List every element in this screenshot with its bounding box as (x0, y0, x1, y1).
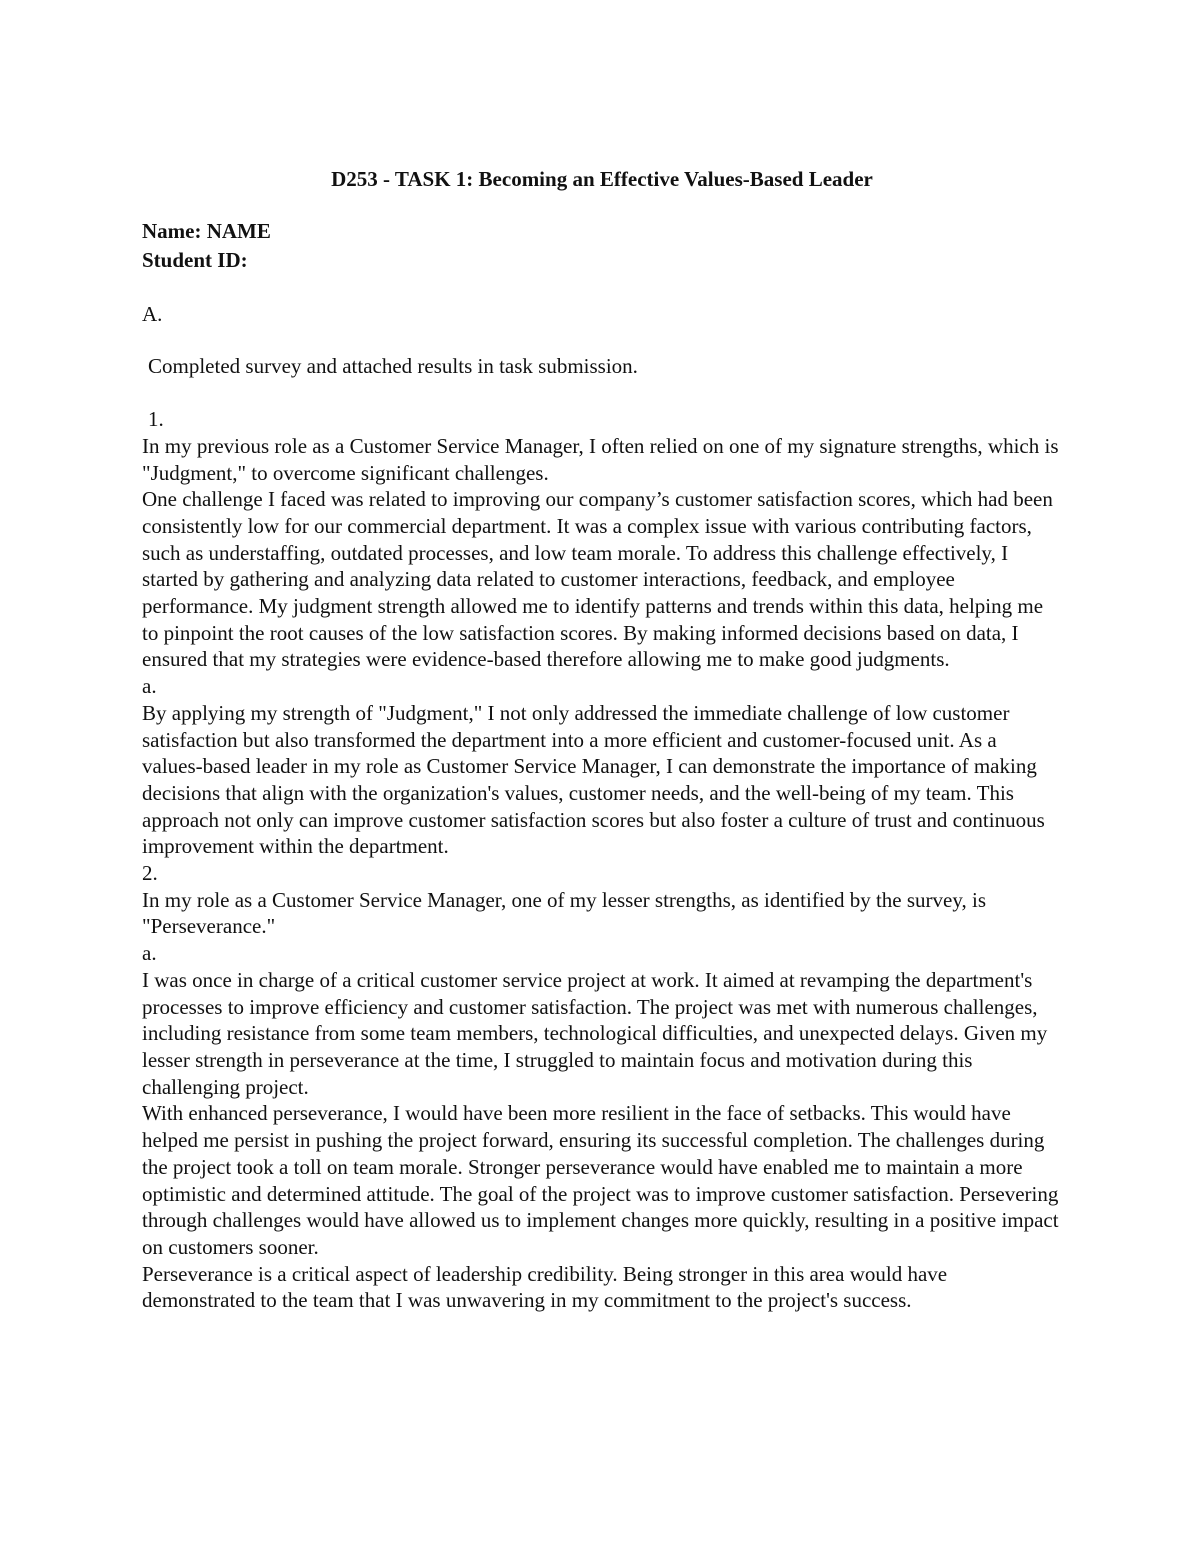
item-2a-paragraph-3: Perseverance is a critical aspect of leadership credibility. Being stronger in this area would have demonstrated to the team that I was unwavering in my commitment to the project's success. (142, 1261, 948, 1313)
section-a-label: A. (142, 301, 163, 326)
document-title: D253 - TASK 1: Becoming an Effective Values-Based Leader (331, 167, 873, 191)
item-1-paragraph-1: In my previous role as a Customer Service Manager, I often relied on one of my signature strengths, which is "Judgment," to overcome significant challenges. (142, 433, 1059, 485)
item-2a-label: a. (142, 941, 157, 966)
item-2-paragraph-1: In my role as a Customer Service Manager, one of my lesser strengths, as identified by the survey, is "Perseverance." (142, 887, 986, 939)
item-2a-paragraph-1: I was once in charge of a critical customer service project at work. It aimed at revamping the department's processes to improve efficiency and customer satisfaction. The project was met with numerous challenges, including resistance from some team members, technological difficulties, and unexpected delays. Given my lesser strength in perseverance at the time, I struggled to maintain focus and motivation during this challenging project. (142, 967, 1048, 1099)
item-1a-label: a. (142, 674, 157, 699)
item-1a-paragraph-1: By applying my strength of "Judgment," I not only addressed the immediate challenge of low customer satisfaction but also transformed the department into a more efficient and customer-focused unit. As a values-based leader in my role as Customer Service Manager, I can demonstrate the importance of making decisions that align with the organization's values, customer needs, and the well-being of my team. This approach not only can improve customer satisfaction scores but also foster a culture of trust and continuous improvement within the department. (142, 700, 1045, 859)
item-1-label: 1. (148, 407, 164, 432)
item-2-label: 2. (142, 861, 158, 886)
name-line: Name: NAME (142, 218, 271, 243)
item-2a-paragraph-2: With enhanced perseverance, I would have been more resilient in the face of setbacks. This would have helped me persist in pushing the project forward, ensuring its successful completion. The challenges during the project took a toll on team morale. Stronger perseverance would have enabled me to maintain a more optimistic and determined attitude. The goal of the project was to improve customer satisfaction. Persevering through challenges would have allowed us to implement changes more quickly, resulting in a positive impact on customers sooner. (142, 1101, 1059, 1259)
student-id-line: Student ID: (142, 247, 248, 272)
document-body (142, 166, 1062, 1314)
item-1-paragraph-2: One challenge I faced was related to improving our company’s customer satisfaction scores, which had been consistently low for our commercial department. It was a complex issue with various contributing factors, such as understaffing, outdated processes, and low team morale. To address this challenge effectively, I started by gathering and analyzing data related to customer interactions, feedback, and employee performance. My judgment strength allowed me to identify patterns and trends within this data, helping me to pinpoint the root causes of the low satisfaction scores. By making informed decisions based on data, I ensured that my strategies were evidence-based therefore allowing me to make good judgments. (142, 487, 1053, 672)
survey-note: Completed survey and attached results in task submission. (148, 354, 638, 379)
